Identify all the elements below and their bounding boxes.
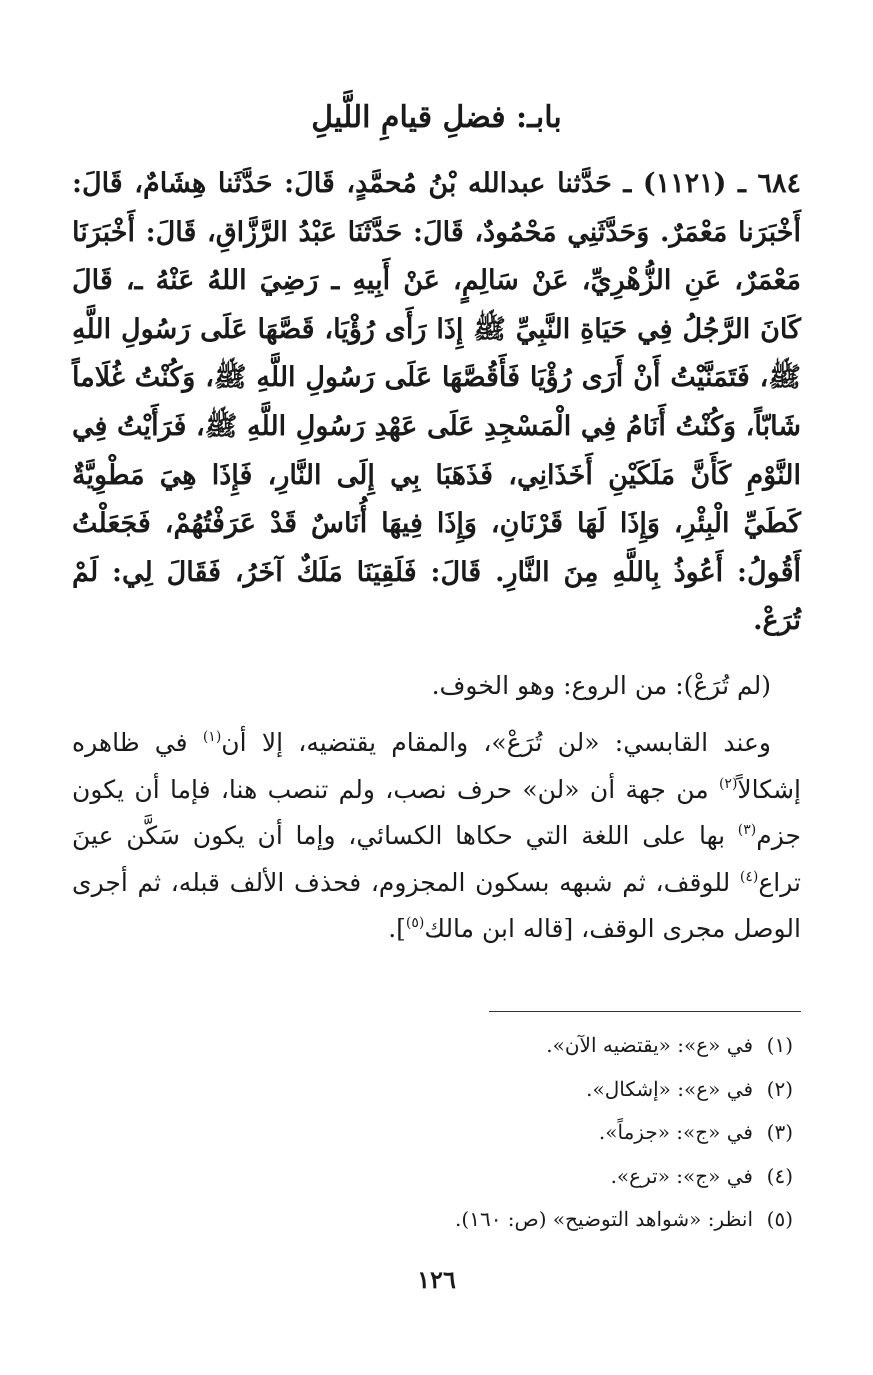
footnotes-list — [72, 1024, 793, 1242]
commentary-text: للوقف، ثم شبهه بسكون المجزوم، فحذف الألف قبله، ثم أجرى الوصل مجرى الوقف، [قاله ابن مالك — [72, 867, 801, 943]
footnote-text: في «ع»: «إشكال». — [586, 1076, 753, 1101]
footnote-number: (١) — [766, 1033, 793, 1057]
footnote-ref-4[interactable]: (٤) — [739, 868, 759, 885]
footnote-ref-5[interactable]: (٥) — [405, 915, 425, 931]
footnote-text: في «ج»: «ترع». — [610, 1163, 753, 1188]
chapter-title: بابـ: فضلِ قيامِ اللَّيلِ — [311, 100, 562, 135]
commentary-paragraph — [72, 720, 801, 953]
commentary-text: بها على اللغة التي حكاها الكسائي، وإما أن يكون سَكَّن عينَ تراع — [72, 821, 801, 897]
commentary-text: من جهة أن «لن» حرف نصب، ولم تنصب هنا، فإما أن يكون جزم — [72, 774, 801, 850]
footnote-text: انظر: «شواهد التوضيح» (ص: ١٦٠). — [455, 1207, 753, 1231]
footnote-ref-3[interactable]: (٣) — [737, 822, 757, 838]
footnote-ref-2[interactable]: (٢) — [718, 775, 738, 792]
hadith-text: ٦٨٤ ـ (١١٢١) ـ حَدَّثنا عبدالله بْنُ مُحمَّدٍ، قَالَ: حَدَّثَنا هِشَامٌ، قَالَ: أَخْبَرَنا مَعْمَرٌ. وَحَدَّثَنِي مَحْمُودٌ، قَالَ: حَدَّثَنَا عَبْدُ الرَّزَّاقِ، قَالَ: أَخْبَرَنَا مَعْمَرٌ، عَنِ الزُّهْرِيِّ، عَنْ سَالِمٍ، عَنْ أَبِيهِ ـ رَضِيَ اللهُ عَنْهُ ـ، قَالَ كَانَ الرَّجُلُ فِي حَيَاةِ النَّبِيِّ ﷺ إِذَا رَأَى رُؤْيَا، قَصَّهَا عَلَى رَسُولِ اللَّهِ ﷺ، فَتَمَنَّيْتُ أَنْ أَرَى رُؤْيَا فَأَقُصَّهَا عَلَى رَسُولِ اللَّهِ ﷺ، وَكُنْتُ غُلَاماً شَابّاً، وَكُنْتُ أَنَامُ فِي الْمَسْجِدِ عَلَى عَهْدِ رَسُولِ اللَّهِ ﷺ، فَرَأَيْتُ فِي النَّوْمِ كَأَنَّ مَلَكَيْنِ أَخَذَانِي، فَذَهَبَا بِي إِلَى النَّارِ، فَإِذَا هِيَ مَطْوِيَّةٌ كَطَيِّ الْبِئْرِ، وَإِذَا لَهَا قَرْنَانِ، وَإِذَا فِيهَا أُنَاسٌ قَدْ عَرَفْتُهُمْ، فَجَعَلْتُ أَقُولُ: أَعُوذُ بِاللَّهِ مِنَ النَّارِ. قَالَ: فَلَقِيَنَا مَلَكٌ آخَرُ، فَقَالَ لِي: لَمْ تُرَعْ. — [72, 168, 801, 637]
footnote-item — [72, 1198, 793, 1242]
book-page — [72, 0, 801, 1375]
commentary-text: وعند القابسي: «لن تُرَعْ»، والمقام يقتضيه، إلا أن — [221, 728, 771, 757]
footnote-item — [72, 1111, 793, 1155]
footnote-number: (٣) — [766, 1120, 793, 1144]
footnote-number: (٢) — [766, 1076, 793, 1101]
footnote-item — [72, 1155, 793, 1199]
page-number: ١٢٦ — [417, 1265, 456, 1294]
footnote-text: في «ج»: «جزماً». — [598, 1120, 753, 1144]
footnote-divider — [489, 1011, 801, 1012]
footnote-item — [72, 1024, 793, 1068]
word-gloss: (لم تُرَعْ): من الروع: وهو الخوف. — [431, 671, 771, 700]
footnote-number: (٥) — [766, 1207, 793, 1231]
footnote-text: في «ع»: «يقتضيه الآن». — [546, 1033, 753, 1057]
commentary-text: في ظاهره إشكالاً — [72, 728, 801, 804]
commentary-text: ]. — [388, 914, 406, 943]
footnote-item — [72, 1068, 793, 1112]
footnote-ref-1[interactable]: (١) — [202, 729, 222, 745]
footnote-number: (٤) — [766, 1163, 793, 1188]
